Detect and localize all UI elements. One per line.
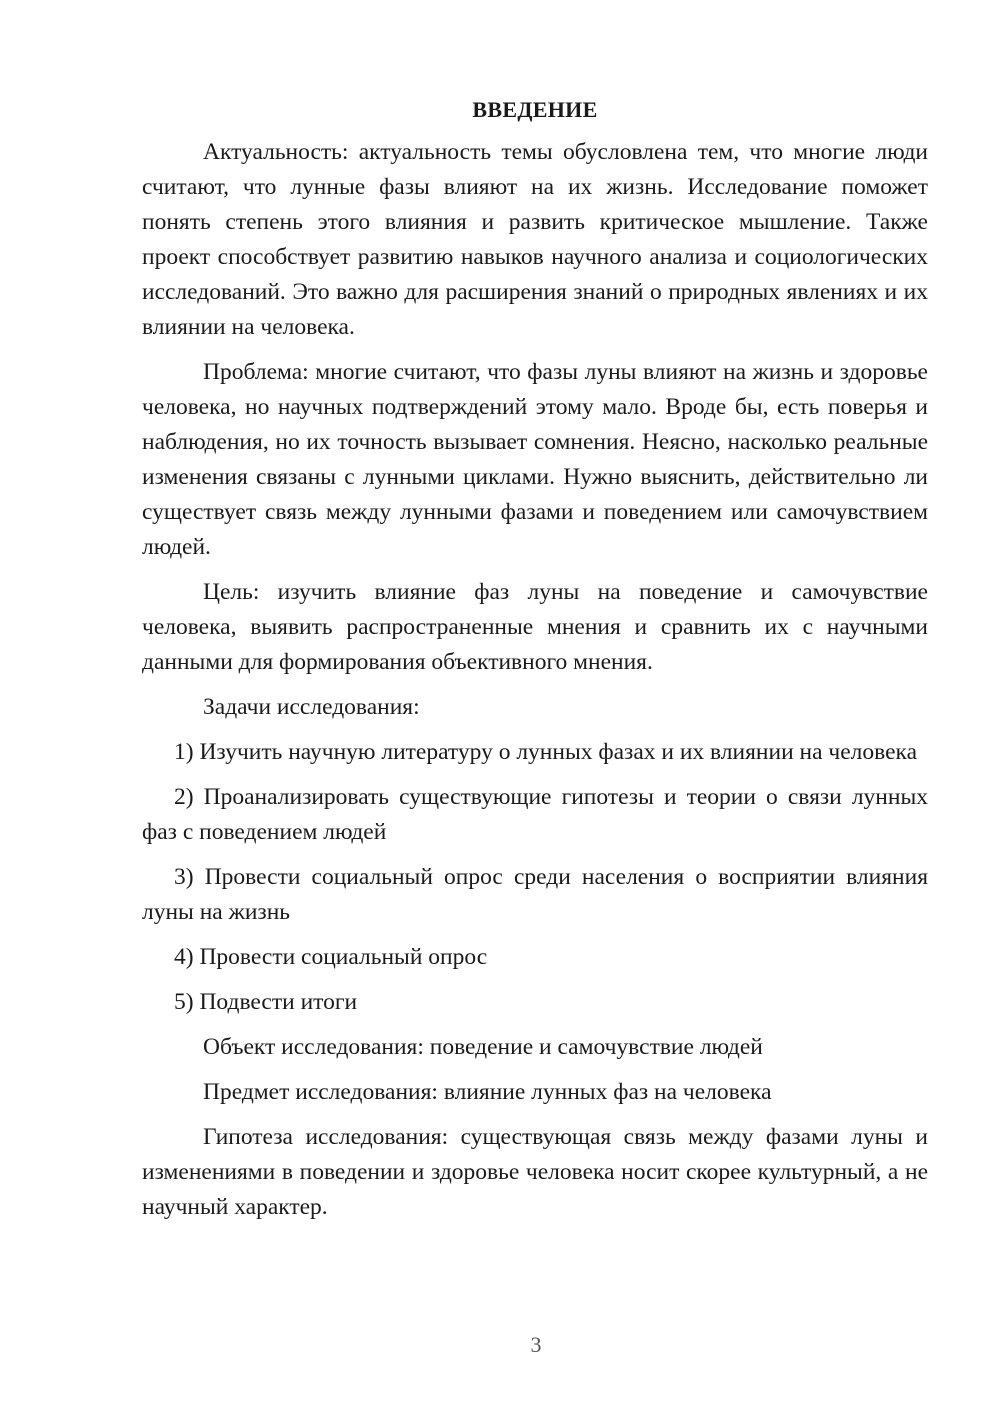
- hypothesis-paragraph: Гипотеза исследования: существующая связь между фазами луны и изменениями в поведении и здоровье человека носит скорее культурный, а не научный характер.: [142, 1124, 928, 1220]
- goal-paragraph: Цель: изучить влияние фаз луны на поведение и самочувствие человека, выявить распространенные мнения и сравнить их с научными данными для формирования объективного мнения.: [142, 579, 928, 675]
- task-item-3: 3) Провести социальный опрос среди населения о восприятии влияния луны на жизнь: [142, 864, 928, 925]
- research-object: Объект исследования: поведение и самочувствие людей: [203, 1034, 763, 1060]
- task-item-2: 2) Проанализировать существующие гипотезы и теории о связи лунных фаз с поведением людей: [142, 784, 928, 845]
- page-content: [142, 92, 928, 1235]
- task-item-5: 5) Подвести итоги: [174, 989, 358, 1015]
- problem-paragraph: Проблема: многие считают, что фазы луны влияют на жизнь и здоровье человека, но научных подтверждений этому мало. Вроде бы, есть поверья и наблюдения, но их точность вызывает сомнения. Неясно, насколько реальные изменения связаны с лунными циклами. Нужно выяснить, действительно ли существует связь между лунными фазами и поведением или самочувствием людей.: [142, 359, 928, 560]
- relevance-paragraph: Актуальность: актуальность темы обусловлена тем, что многие люди считают, что лунные фазы влияют на их жизнь. Исследование поможет понять степень этого влияния и развить критическое мышление. Также проект способствует развитию навыков научного анализа и социологических исследований. Это важно для расширения знаний о природных явлениях и их влиянии на человека.: [142, 139, 928, 340]
- tasks-title: Задачи исследования:: [203, 694, 420, 720]
- task-item-1: 1) Изучить научную литературу о лунных фазах и их влиянии на человека: [174, 739, 918, 765]
- section-heading: ВВЕДЕНИЕ: [472, 97, 598, 122]
- research-subject: Предмет исследования: влияние лунных фаз на человека: [203, 1079, 772, 1105]
- page-number: 3: [530, 1332, 542, 1357]
- task-item-4: 4) Провести социальный опрос: [174, 944, 488, 970]
